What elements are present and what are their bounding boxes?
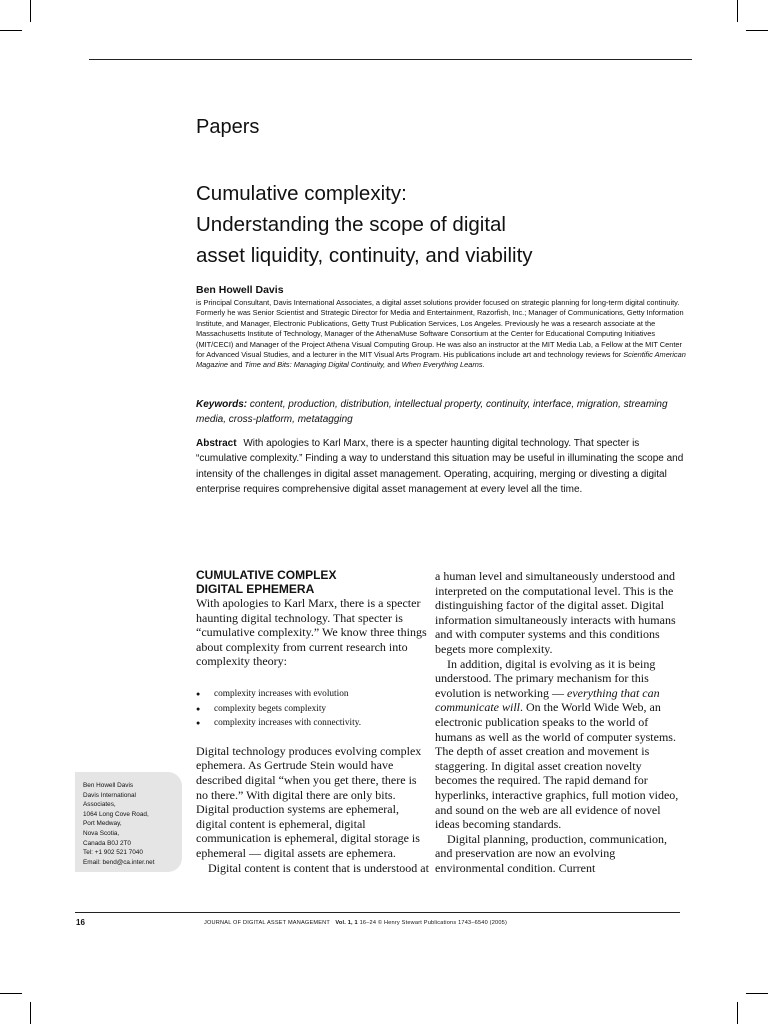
address-line: Davis International [83,791,136,799]
address-line: Tel: +1 902 521 7040 [83,849,143,857]
running-footer [204,920,507,926]
body-paragraph: With apologies to Karl Marx, there is a specter haunting digital technology. That specter is “cumulative complexity.” We know three things about complexity from current research into complexity theory: [196,596,427,669]
bio-publication: When Everything Learns. [401,360,485,370]
crop-mark [0,993,22,994]
abstract-label: Abstract [196,438,237,449]
top-rule [89,59,692,60]
section-heading [196,568,430,596]
body-column-right [435,569,681,875]
keywords-label: Keywords: [196,399,248,410]
bullet-item: ● complexity increases with evolution [196,687,430,702]
address-line: Ben Howell Davis [83,782,134,789]
bio-text: is Principal Consultant, Davis International Associates, a digital asset solutions provider focused on strategic planning for long-term digital continuity. Formerly he was Senior Scientist and Strategic Director for Media and Entertainment, Razorfish, Inc.; Manager of Communications, Getty Information Institute, and Manager, Electronic Publications, Getty Trust Publication Services, Los Angeles. Previously he was a research associate at the Massachusetts Institute of Technology, Manager of the AthenaMuse Software Consortium at the Center for Educational Computing Initiatives (MIT/CECI) and Manager of the Project Athena Visual Computing Group. He was also an instructor at the MIT Media Lab, a Fellow at the MIT Center for Advanced Visual Studies, and a lecturer in the MIT Visual Arts Program. His publications include art and technology reviews for [196,298,684,360]
title-line: asset liquidity, continuity, and viability [196,244,533,267]
section-heading-line: DIGITAL EPHEMERA [196,582,315,596]
journal-volume: Vol. 1, 1 [335,920,358,926]
crop-mark [30,1002,31,1024]
address-line: Canada B0J 2T0 [83,839,131,847]
article-title [196,178,696,271]
address-line: Email: bend@ca.inter.net [83,858,155,866]
body-paragraph: Digital content is content that is understood at [208,860,429,875]
author-address [83,781,181,867]
body-column-left [196,568,430,875]
crop-mark [0,30,22,31]
body-paragraph: a human level and simultaneously understood and interpreted on the computational level. This is the distinguishing factor of the digital asset. Digital information simultaneously interacts with humans and with computer systems and this conditions begets more complexity. [435,569,676,656]
address-line: 1064 Long Cove Road, [83,810,149,818]
bio-text: and [385,360,402,370]
crop-mark [746,993,768,994]
bullet-list [196,687,430,731]
page-number: 16 [76,918,85,927]
bio-publication: Time and Bits: Managing Digital Continuity, [244,360,386,370]
address-line: Port Medway, [83,820,122,828]
crop-mark [737,1002,738,1024]
address-line: Nova Scotia, [83,829,120,837]
bio-publication: Scientific American Magazine [196,350,686,370]
abstract-text: With apologies to Karl Marx, there is a specter haunting digital technology. That specter is “cumulative complexity.” Finding a way to understand this situation may be useful in illuminating the scope and intensity of the challenges in digital asset management. Operating, acquiring, merging or divesting a digital enterprise requires comprehensive digital asset management at every level all the time. [196,438,684,495]
body-text: In addition, digital is evolving as it is being understood. The primary mechanism for this evolution is networking — [435,656,656,700]
footer-citation: 16–24 © Henry Stewart Publications 1743–6540 (2005) [357,920,508,926]
title-line: Cumulative complexity: [196,182,407,205]
journal-name: JOURNAL OF DIGITAL ASSET MANAGEMENT [204,920,331,926]
body-text: . On the World Wide Web, an electronic publication speaks to the world of humans as well as the world of computer systems. The depth of asset creation and movement is staggering. In digital asset creation novelty becomes the required. The rapid demand for hyperlinks, interactive graphics, full motion video, and sound on the web are all evidence of novel ideas becoming standards. [435,700,679,832]
footer-rule [75,912,680,913]
author-name: Ben Howell Davis [196,284,284,296]
crop-mark [30,0,31,22]
bullet-item: ● complexity begets complexity [196,702,430,717]
body-paragraph: Digital technology produces evolving complex ephemera. As Gertrude Stein would have described digital “when you get there, there is no there.” With digital there are only bits. Digital production systems are ephemeral, digital content is ephemeral, digital communication is ephemeral, digital storage is ephemeral — digital assets are ephemera. [196,743,422,860]
bio-text: and [228,360,245,370]
crop-mark [746,30,768,31]
address-line: Associates, [83,801,116,809]
title-line: Understanding the scope of digital [196,213,506,236]
crop-mark [737,0,738,22]
keywords-text: content, production, distribution, intellectual property, continuity, interface, migration, streaming media, cross-platform, metatagging [196,399,668,425]
body-paragraph: Digital planning, production, communication, and preservation are now an evolving environmental condition. Current [435,831,667,875]
author-bio [196,298,686,371]
section-label: Papers [196,116,260,138]
bullet-item: ● complexity increases with connectivity. [196,716,430,731]
section-heading-line: CUMULATIVE COMPLEX [196,568,337,582]
keywords [196,397,686,427]
abstract [196,436,686,497]
emphasis-text: everything that can communicate will [435,685,660,715]
body-paragraph [435,657,681,832]
